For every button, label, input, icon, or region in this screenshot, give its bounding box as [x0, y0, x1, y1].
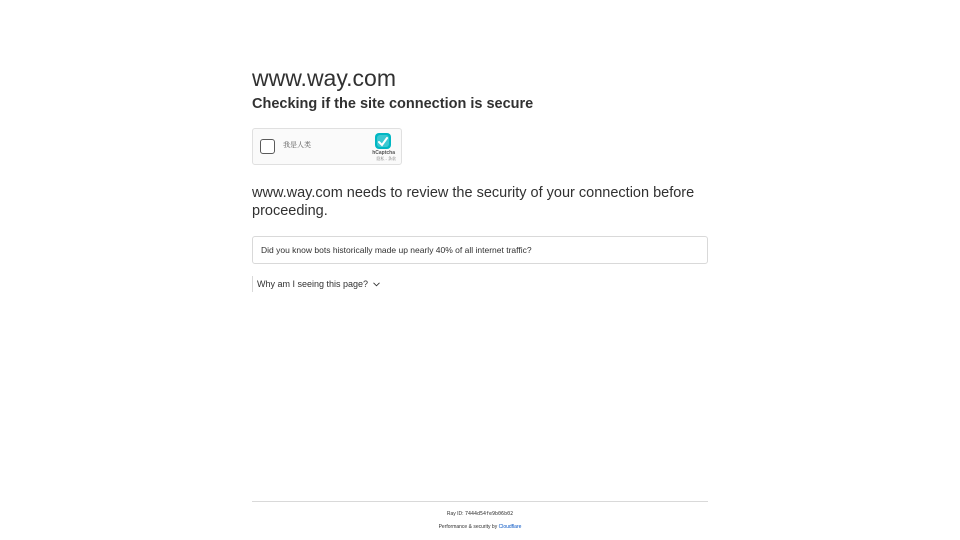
ray-id: [252, 510, 708, 518]
page-subtitle: Checking if the site connection is secure: [252, 96, 534, 112]
footer-divider: [252, 501, 708, 502]
review-message: www.way.com needs to review the security of your connection before proceeding.: [252, 185, 695, 219]
chevron-down-icon: [373, 282, 380, 287]
captcha-privacy-terms-link[interactable]: 隐私 - 条款: [376, 156, 396, 161]
captcha-checkbox[interactable]: [260, 139, 275, 154]
cloudflare-link[interactable]: Cloudflare: [498, 524, 522, 530]
main-content: [252, 62, 708, 289]
why-seeing-page-label: Why am I seeing this page?: [257, 279, 369, 289]
hcaptcha-logo-icon: [373, 132, 393, 150]
captcha-brand: hCaptcha: [372, 150, 395, 156]
tip-text: Did you know bots historically made up nearly 40% of all internet traffic?: [261, 245, 532, 255]
hcaptcha-widget[interactable]: [252, 128, 402, 165]
ray-id-value: 7444d54fe9b06b02: [464, 511, 514, 517]
performance-credit-text: Performance & security by: [438, 524, 498, 530]
page-title: www.way.com: [252, 65, 396, 91]
tip-box: [252, 236, 708, 264]
performance-credit: [252, 523, 708, 531]
why-seeing-page-toggle[interactable]: [252, 276, 380, 292]
captcha-checkbox-label: 我是人类: [283, 142, 311, 149]
ray-id-label: Ray ID:: [446, 511, 464, 517]
